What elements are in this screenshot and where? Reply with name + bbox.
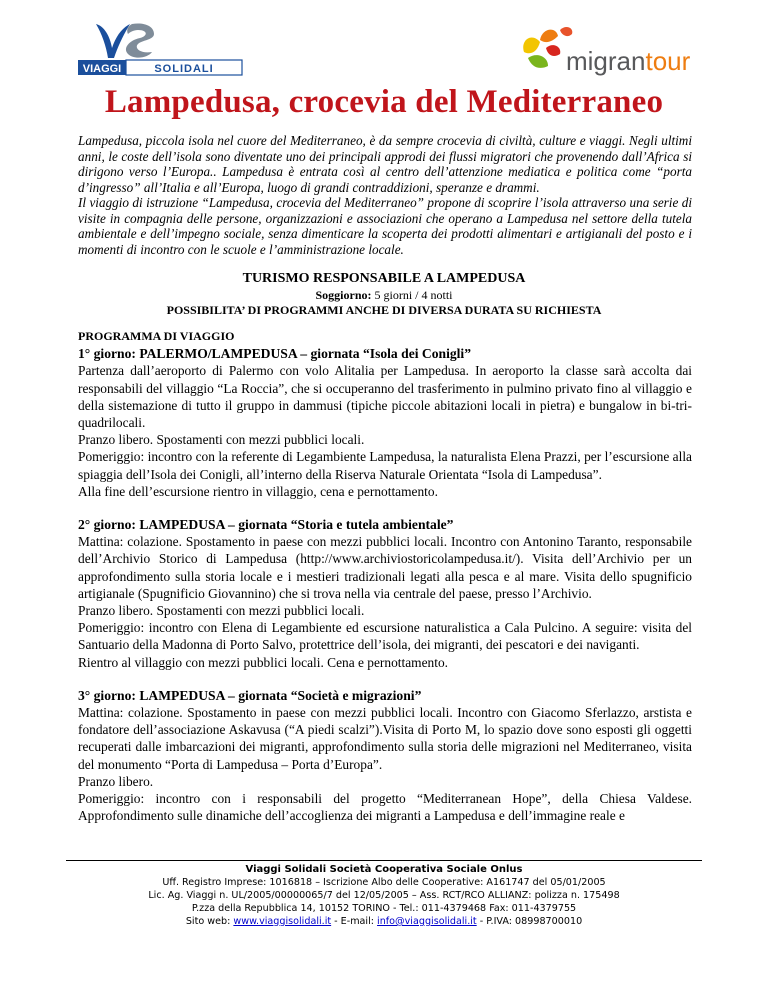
email-label: - E-mail: (331, 916, 378, 927)
email-link[interactable]: info@viaggisolidali.it (377, 916, 477, 927)
day-paragraph (78, 448, 692, 482)
day-paragraph: Mattina: colazione. Spostamento in paese con mezzi pubblici locali. Incontro con Antonino Taranto, responsabile dell’Archivio Storico di Lampedusa (http://www.archiviostoricolampedusa.it/). Visita dell’Archivio per un approfondimento sulla storia locale e i mestieri tradizionali legati alla pesca e al mare. Visita dello spugnificio artigianale (Spugnificio Giovannino) che si trova nella via centrale del paese, presso l’Archivio. (78, 534, 692, 601)
afternoon-label: Pomeriggio: (78, 449, 145, 465)
day-paragraph: Mattina: colazione. Spostamento in paese con mezzi pubblici locali. Incontro con Giacomo Sferlazzo, arstista e fondatore dell’associazione Askavusa (“A piedi scalzi”).Visita di Porto M, lo spazio dove sono esposti gli oggetti recuperati dalle imbarcazioni dei migranti, approfondimento sulla storia delle migrazioni nel Mediterraneo, visita del monumento “Porta di Lampedusa – Porta d’Europa”. (78, 705, 692, 772)
afternoon-text: incontro con la referente di Legambiente Lampedusa, la naturalista Elena Prazzi, per l’escursione alla spiaggia dell’Isola dei Conigli, all’interno della Riserva Naturale Orientata “Isola di Lampedusa”. (78, 449, 692, 482)
viaggi-solidali-logo (78, 18, 248, 78)
footer-divider (66, 860, 702, 861)
intro-paragraph: Il viaggio di istruzione “Lampedusa, crocevia del Mediterraneo” propone di scoprire l’isola attraverso una serie di visite in compagnia delle persone, organizzazioni e associazioni che operano a Lampedusa nel settore della tutela ambientale e dell’impegno sociale, senza dimenticare la scoperta dei prodotti alimentari e artigianali del posto e i momenti di incontro con le scuole e l’amministrazione locale. (78, 195, 692, 257)
stay-value: 5 giorni / 4 notti (371, 288, 453, 302)
day-paragraph: Pomeriggio: incontro con Elena di Legambiente ed escursione naturalistica a Cala Pulcino. A seguire: visita del Santuario della Madonna di Porto Salvo, protettrice dell’isola, dei migranti, dei pescatori e dei naviganti. (78, 620, 692, 653)
website-link[interactable]: www.viaggisolidali.it (233, 916, 332, 927)
svg-text:migrantour (566, 46, 691, 76)
day-paragraph: Pranzo libero. Spostamenti con mezzi pubblici locali. (78, 432, 365, 448)
day-paragraph: Pranzo libero. Spostamenti con mezzi pubblici locali. (78, 603, 365, 619)
day-title: 1° giorno: PALERMO/LAMPEDUSA – giornata “Isola dei Conigli” (78, 346, 471, 362)
footer (0, 863, 768, 928)
program-label: PROGRAMMA DI VIAGGIO (78, 329, 235, 343)
program-body (78, 328, 692, 824)
day-paragraph: Alla fine dell’escursione rientro in villaggio, cena e pernottamento. (78, 483, 438, 499)
footer-contacts (0, 915, 768, 928)
logo-text-tour: tour (645, 46, 691, 76)
day-paragraph: Rientro al villaggio con mezzi pubblici locali. Cena e pernottamento. (78, 654, 448, 670)
footer-company: Viaggi Solidali Società Cooperativa Sociale Onlus (245, 864, 523, 875)
day-paragraph: Partenza dall’aeroporto di Palermo con volo Alitalia per Lampedusa. In aeroporto la classe sarà accolta dai responsabili del villaggio “La Roccia”, che si occuperanno del trasferimento in pulmino privato fino al villaggio e della sistemazione di tutto il gruppo in dammusi (tipiche piccole abitazioni locali in pietra) e bungalow in bi-tri-quadrilocali. (78, 363, 692, 431)
page-title: Lampedusa, crocevia del Mediterraneo (104, 84, 664, 120)
day-title: 2° giorno: LAMPEDUSA – giornata “Storia e tutela ambientale” (78, 517, 454, 533)
stay-label: Soggiorno: (315, 288, 372, 302)
intro-paragraph: Lampedusa, piccola isola nel cuore del Mediterraneo, è da sempre crocevia di civiltà, culture e viaggi. Negli ultimi anni, le coste dell’isola sono diventate uno dei principali approdi dei flussi migratori che provenendo dall’Africa si dirigono verso l’Europa.. Lampedusa è entrata così al centro dell’attenzione mediatica e politica come “porta d’ingresso” all’Italia e all’Europa, luogo di grandi contraddizioni, speranze e drammi. (78, 133, 692, 195)
footer-line: Uff. Registro Imprese: 1016818 – Iscrizione Albo delle Cooperative: A161747 del 05/01/2005 (162, 877, 606, 888)
vat-number: - P.IVA: 08998700010 (476, 916, 583, 927)
logo-text-viaggi: VIAGGI (82, 63, 122, 75)
web-label: Sito web: (185, 916, 234, 927)
stay-line (0, 288, 768, 303)
section-heading: TURISMO RESPONSABILE A LAMPEDUSA (242, 271, 526, 286)
logo-text-migran: migran (566, 46, 646, 76)
day-title: 3° giorno: LAMPEDUSA – giornata “Società e migrazioni” (78, 687, 422, 703)
other-programs-note: POSSIBILITA’ DI PROGRAMMI ANCHE DI DIVERSA DURATA SU RICHIESTA (166, 303, 602, 317)
logo-text-solidali: SOLIDALI (154, 63, 214, 75)
intro-section (78, 133, 692, 257)
day-paragraph: Pomeriggio: incontro con i responsabili del progetto “Mediterranean Hope”, della Chiesa Valdese. Approfondimento sulle dinamiche dell’accoglienza dei migranti a Lampedusa e dell’immagine reale e (78, 791, 692, 824)
footer-line: P.zza della Repubblica 14, 10152 TORINO - Tel.: 011-4379468 Fax: 011-4379755 (191, 903, 577, 914)
day-paragraph: Pranzo libero. (78, 773, 154, 789)
migrantour-logo (518, 22, 708, 80)
footer-line: Lic. Ag. Viaggi n. UL/2005/00000065/7 del 12/05/2005 – Ass. RCT/RCO ALLIANZ: polizza n. 175498 (148, 890, 620, 901)
